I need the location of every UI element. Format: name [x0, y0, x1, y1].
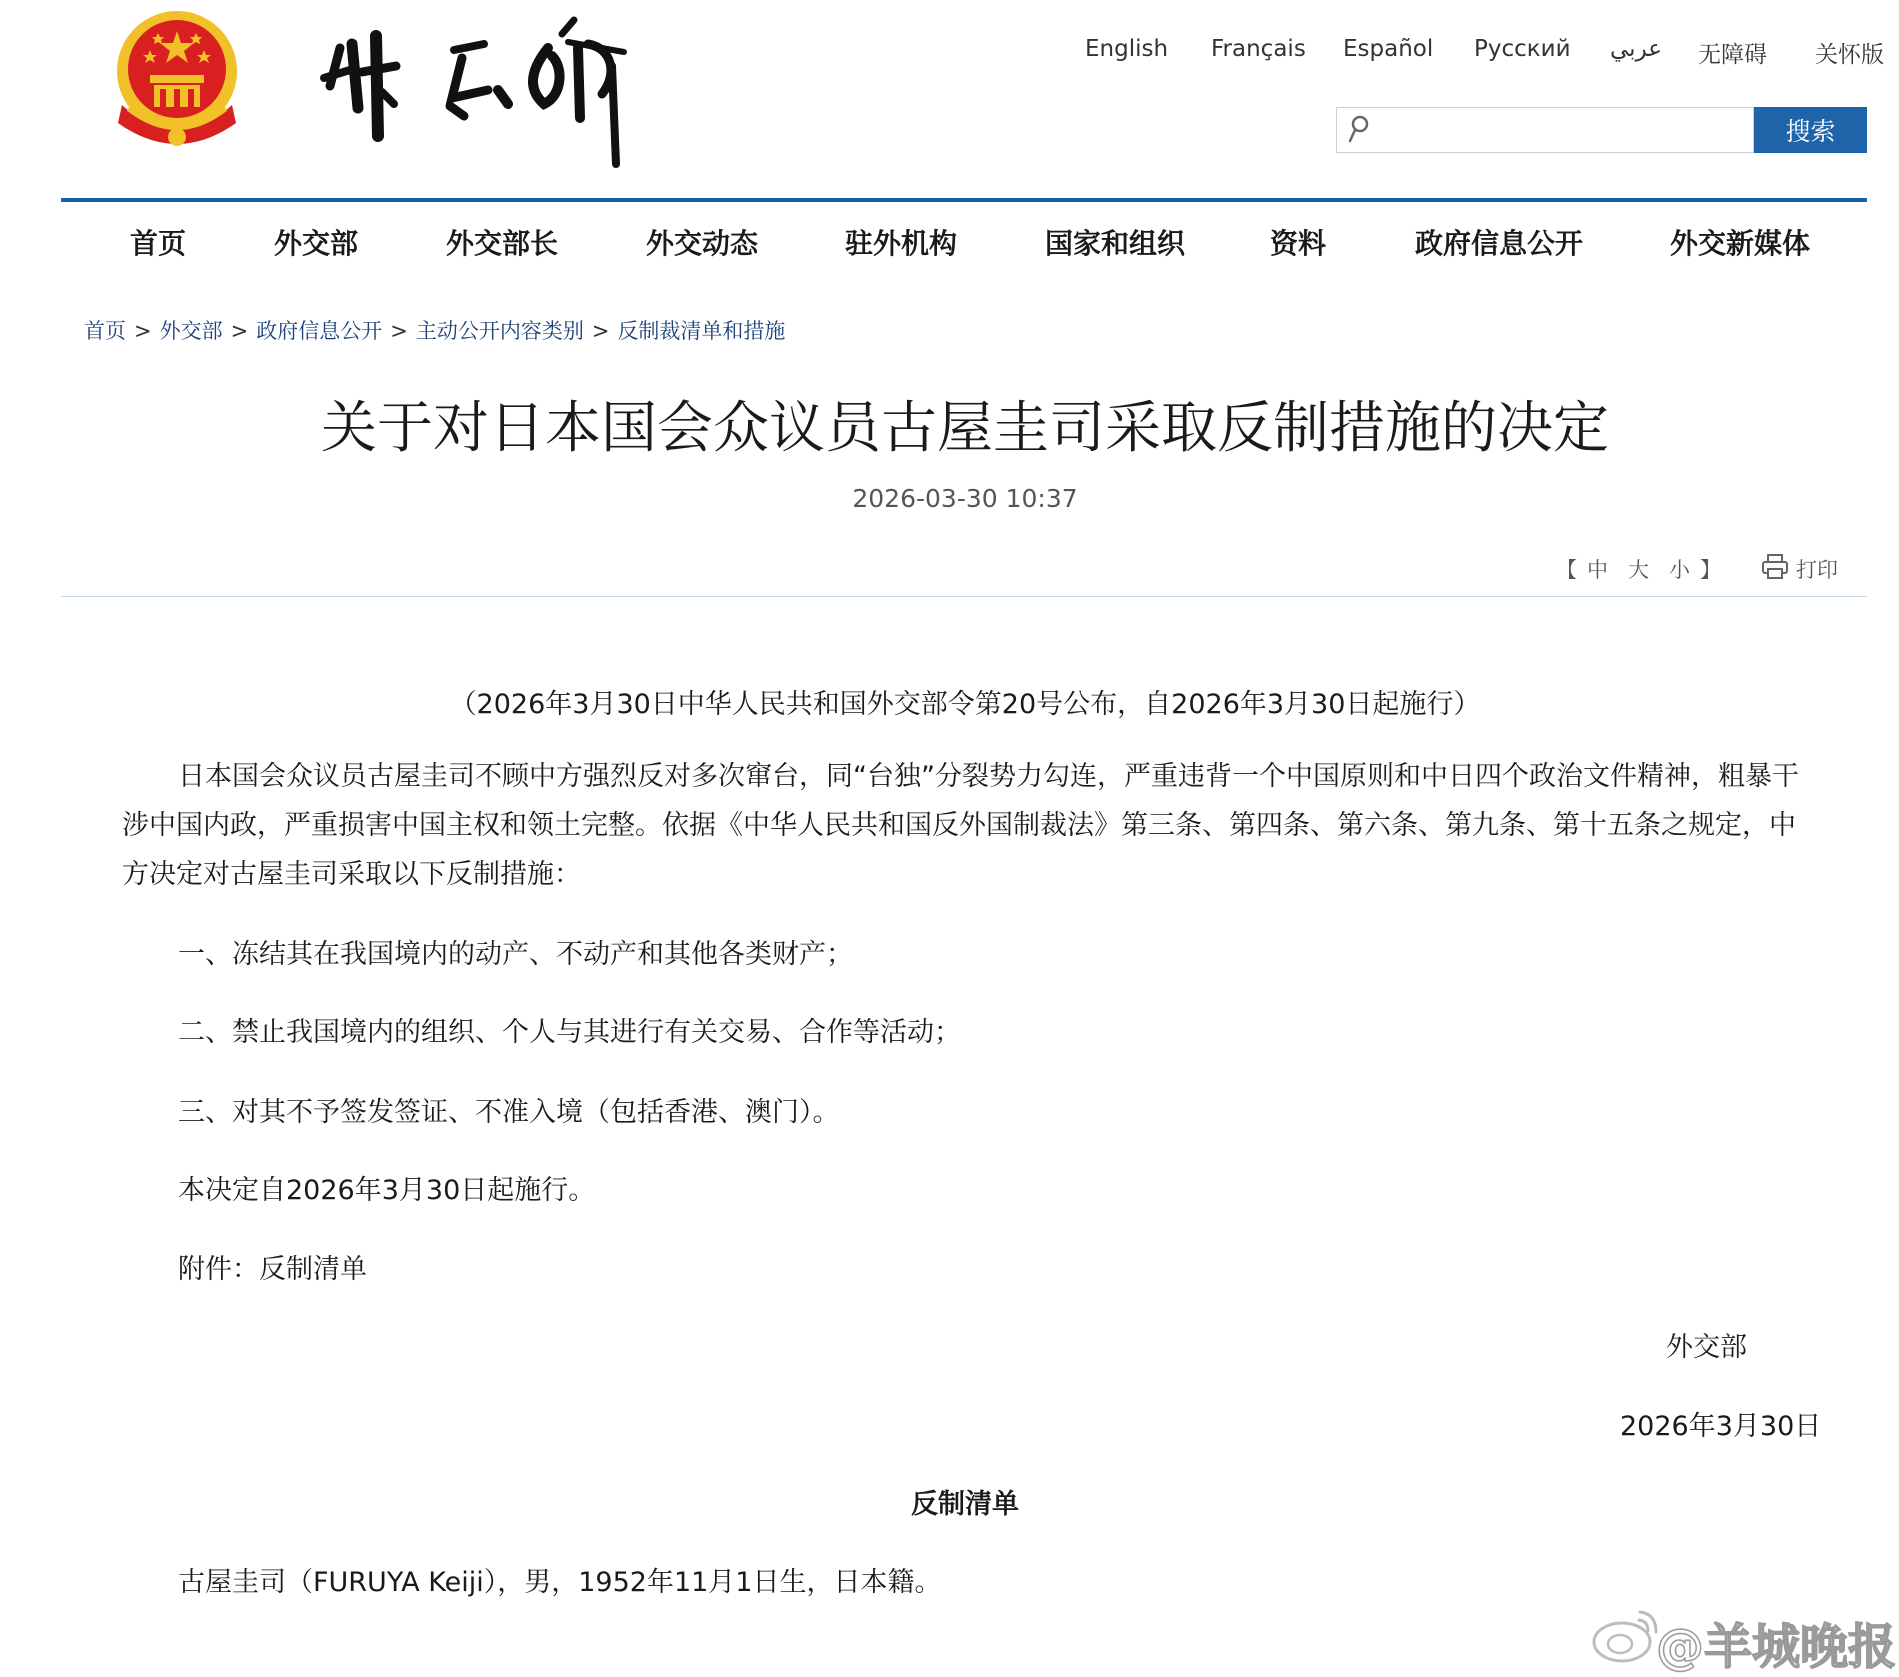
signature-date: 2026年3月30日 [1620, 1411, 1822, 1442]
countermeasure-list-title: 反制清单 [911, 1489, 1019, 1520]
print-button[interactable]: 打印 [1796, 558, 1838, 582]
breadcrumb-item-category[interactable]: 主动公开内容类别 [415, 319, 584, 343]
decree-subtitle: （2026年3月30日中华人民共和国外交部令第20号公布，自2026年3月30日起施行） [449, 689, 1481, 720]
nav-item-countries-organizations[interactable]: 国家和组织 [1045, 227, 1186, 260]
lang-link-accessibility[interactable]: 无障碍 [1698, 42, 1767, 68]
nav-top-rule [61, 198, 1867, 202]
lang-link-russian[interactable]: Русский [1474, 36, 1571, 62]
nav-item-resources[interactable]: 资料 [1270, 227, 1327, 260]
nav-item-diplomatic-news[interactable]: 外交动态 [646, 227, 759, 260]
lang-link-english[interactable]: English [1085, 36, 1169, 62]
font-size-medium-button[interactable]: 中 [1587, 558, 1608, 582]
calligraphy-logo-graphic [312, 8, 642, 178]
countermeasure-list-entry: 古屋圭司（FURUYA Keiji），男，1952年11月1日生，日本籍。 [178, 1567, 942, 1598]
nav-item-new-media[interactable]: 外交新媒体 [1670, 227, 1811, 260]
lang-link-elderly-version[interactable]: 关怀版 [1815, 42, 1884, 68]
breadcrumb-item-government-info[interactable]: 政府信息公开 [256, 319, 383, 343]
intro-paragraph: 日本国会众议员古屋圭司不顾中方强烈反对多次窜台，同“台独”分裂势力勾连，严重违背一个中国原则和中日四个政治文件精神，粗暴干涉中国内政，严重损害中国主权和领土完整。依据《中华人民共和国反外国制裁法》第三条、第四条、第六条、第九条、第十五条之规定，中方决定对古屋圭司采取以下反制措施： [122, 761, 1799, 890]
font-size-small-button[interactable]: 小 [1669, 558, 1690, 582]
lang-link-spanish[interactable]: Español [1343, 36, 1434, 62]
breadcrumb-separator: > [230, 319, 249, 343]
measure-item-2: 二、禁止我国境内的组织、个人与其进行有关交易、合作等活动； [178, 1017, 961, 1048]
breadcrumb [84, 315, 785, 345]
font-size-bracket-close: 】 [1700, 558, 1721, 582]
font-size-controls [1556, 554, 1721, 584]
ministry-calligraphy-logo [312, 8, 642, 178]
breadcrumb-item-home[interactable]: 首页 [84, 319, 126, 343]
lang-link-arabic[interactable]: عربي [1610, 36, 1662, 62]
nav-item-government-info[interactable]: 政府信息公开 [1415, 227, 1584, 260]
font-size-bracket-open: 【 [1556, 558, 1577, 582]
meta-divider [61, 596, 1867, 597]
watermark-text: @羊城晚报 [1656, 1619, 1897, 1675]
publish-time: 2026-03-30 10:37 [852, 484, 1078, 513]
measure-item-1: 一、冻结其在我国境内的动产、不动产和其他各类财产； [178, 939, 853, 970]
measure-item-3: 三、对其不予签发签证、不准入境（包括香港、澳门）。 [178, 1097, 840, 1128]
breadcrumb-separator: > [390, 319, 408, 343]
nav-item-ministry[interactable]: 外交部 [274, 227, 359, 260]
nav-item-home[interactable]: 首页 [130, 227, 187, 260]
nav-item-missions-overseas[interactable]: 驻外机构 [845, 227, 958, 260]
search-input[interactable] [1380, 110, 1754, 152]
print-icon[interactable] [1760, 553, 1790, 581]
search-button[interactable]: 搜索 [1754, 107, 1867, 153]
lang-link-french[interactable]: Français [1211, 36, 1306, 62]
effective-statement: 本决定自2026年3月30日起施行。 [178, 1175, 596, 1206]
nav-item-foreign-minister[interactable]: 外交部长 [446, 227, 559, 260]
font-size-large-button[interactable]: 大 [1628, 558, 1649, 582]
page-title: 关于对日本国会众议员古屋圭司采取反制措施的决定 [321, 396, 1609, 461]
breadcrumb-separator: > [591, 319, 610, 343]
national-emblem-logo [108, 5, 246, 155]
weibo-watermark-icon [1590, 1606, 1662, 1666]
signature-organization: 外交部 [1666, 1332, 1747, 1363]
breadcrumb-item-sanctions[interactable]: 反制裁清单和措施 [617, 319, 786, 343]
search-icon [1346, 113, 1372, 145]
breadcrumb-item-ministry[interactable]: 外交部 [159, 319, 223, 343]
attachment-label: 附件：反制清单 [178, 1254, 367, 1285]
breadcrumb-separator: > [134, 319, 152, 343]
